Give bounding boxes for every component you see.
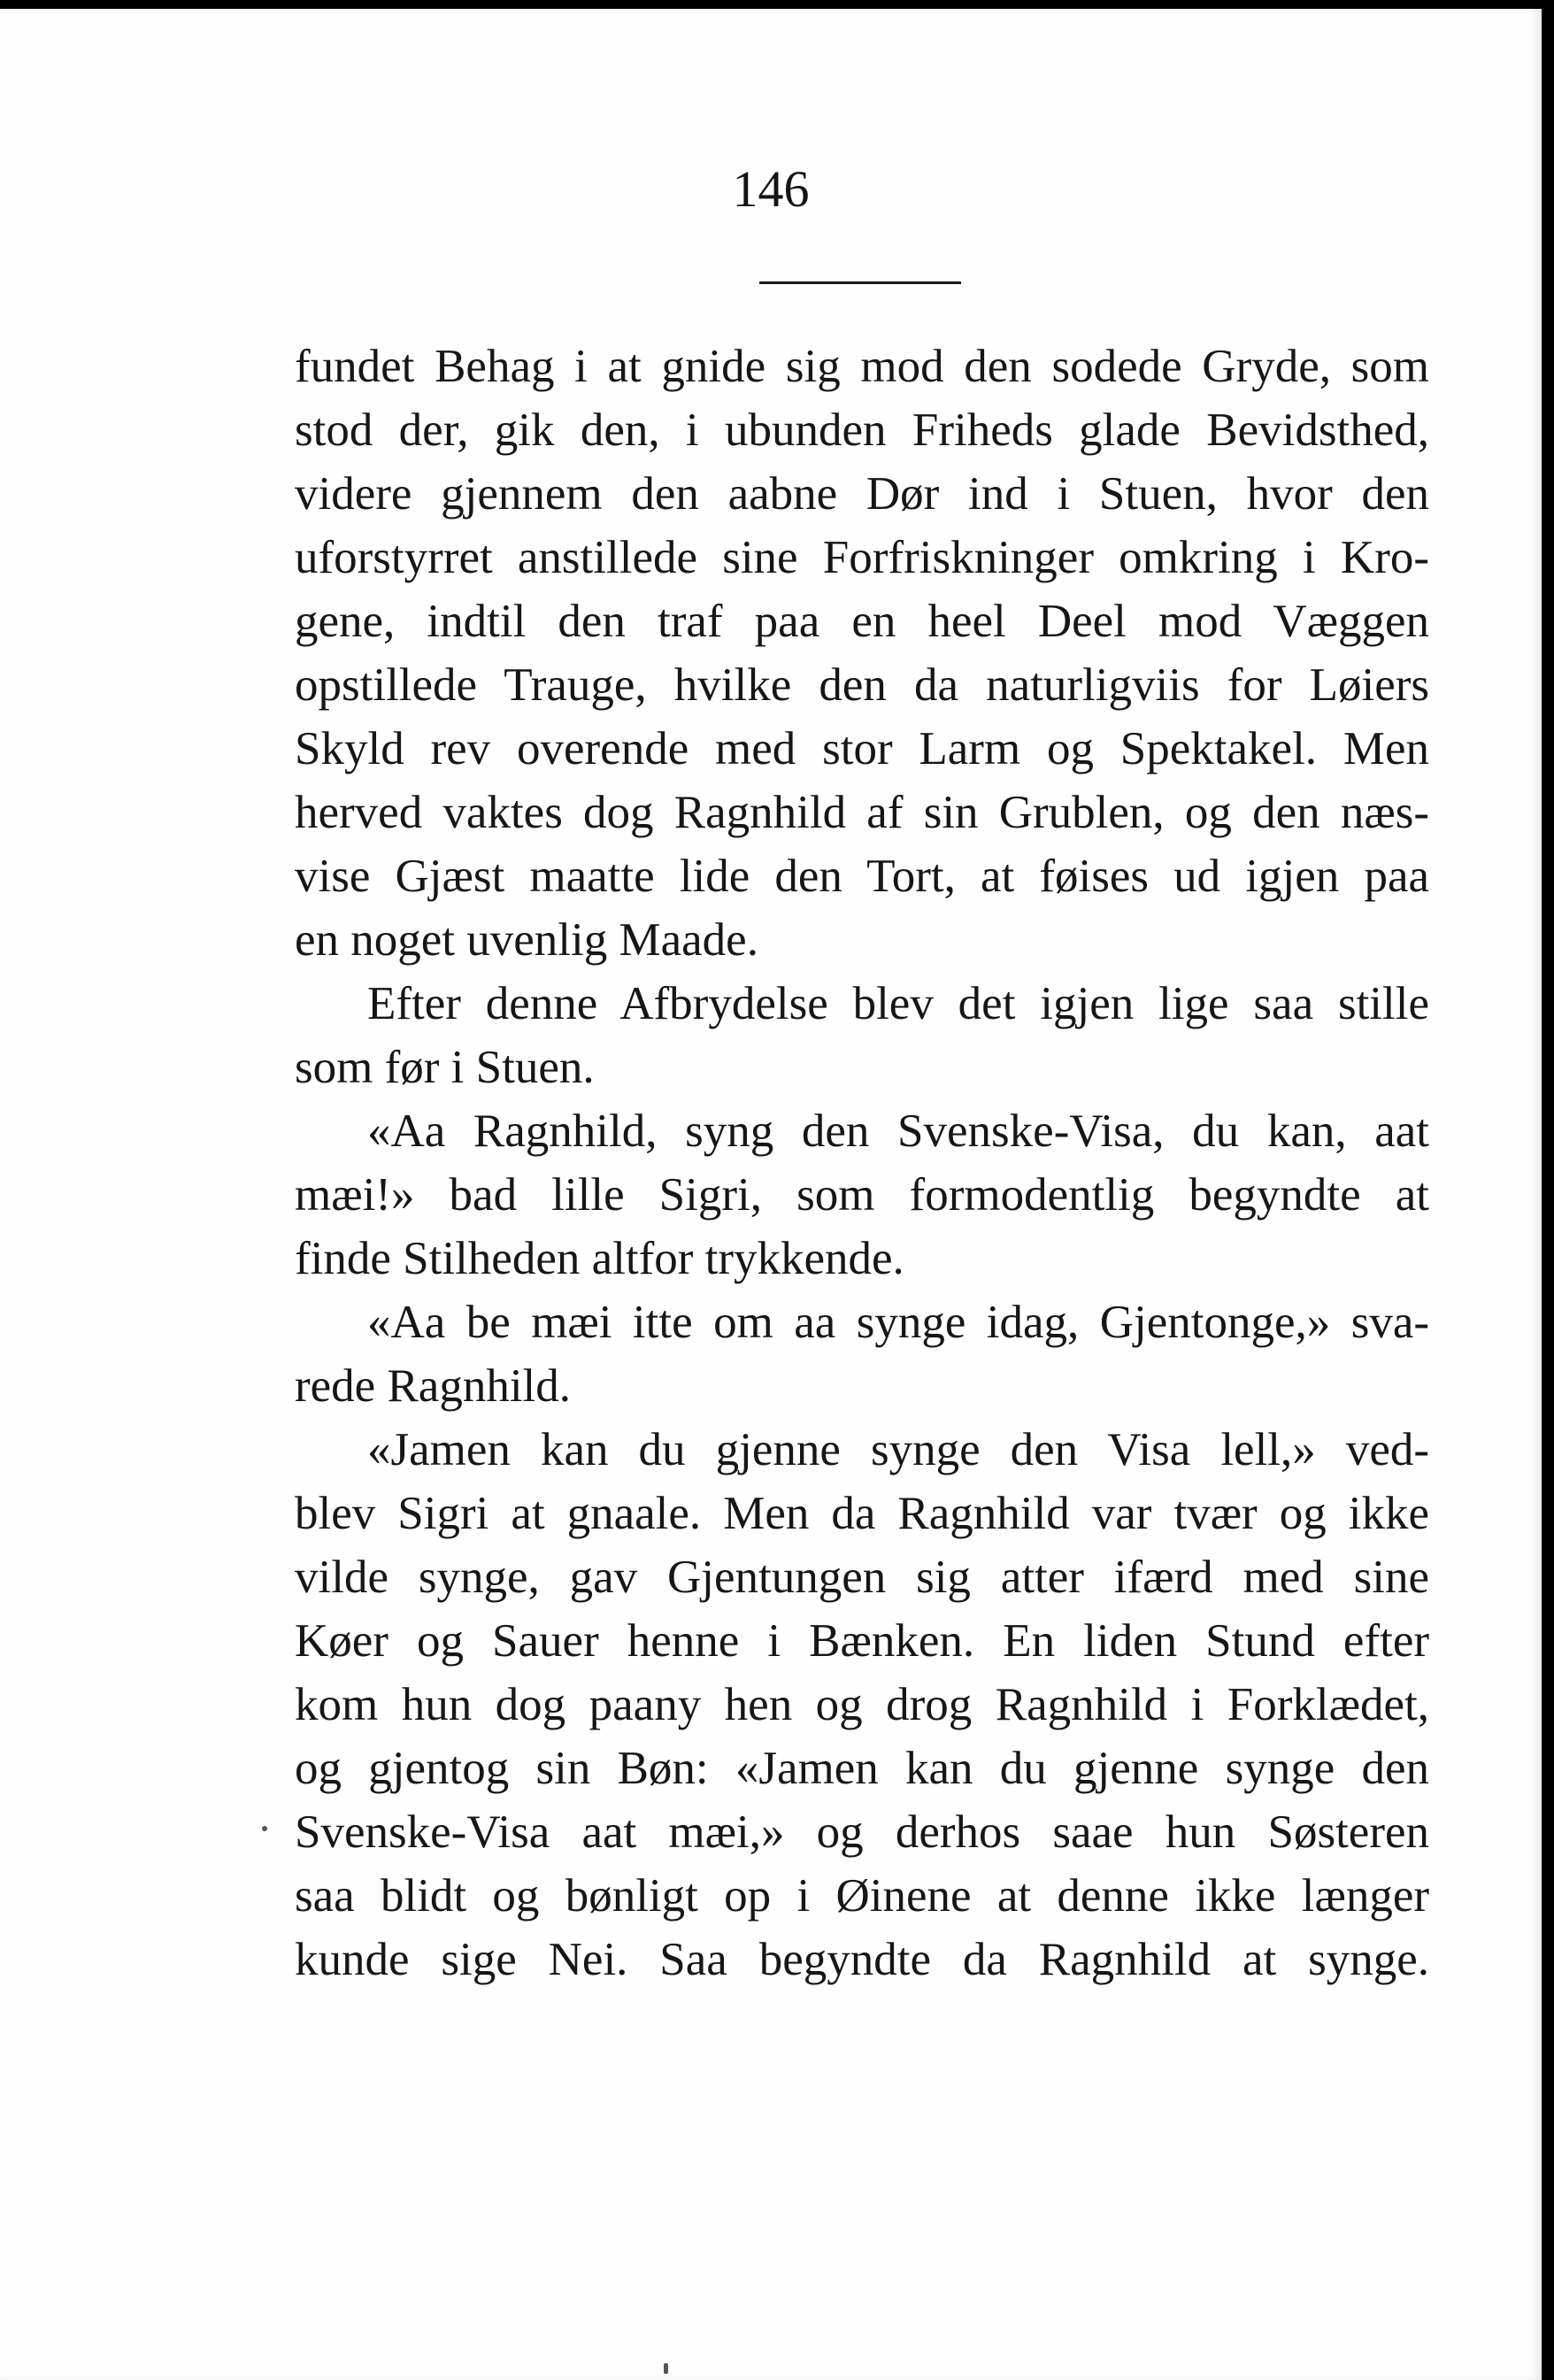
text-line: en noget uvenlig Maade.: [295, 914, 758, 966]
scan-speck: [262, 1826, 267, 1831]
scan-speck: [664, 2363, 668, 2374]
text-line: kunde sige Nei. Saa begyndte da Ragnhild at synge.: [295, 1934, 1429, 1985]
book-page: [0, 9, 1542, 2380]
text-line: vilde synge, gav Gjentungen sig atter ifærd med sine: [295, 1552, 1429, 1603]
page-number: 146: [732, 160, 810, 218]
header-rule: [759, 281, 961, 284]
text-line: fundet Behag i at gnide sig mod den sodede Gryde, som: [295, 341, 1429, 392]
text-line: stod der, gik den, i ubunden Friheds glade Bevidsthed,: [295, 404, 1429, 456]
text-line: kom hun dog paany hen og drog Ragnhild i Forklædet,: [295, 1679, 1429, 1730]
text-line: videre gjennem den aabne Dør ind i Stuen, hvor den: [295, 468, 1429, 520]
text-line: herved vaktes dog Ragnhild af sin Grublen, og den næs-: [295, 787, 1429, 838]
text-line: Køer og Sauer henne i Bænken. En liden Stund efter: [295, 1615, 1429, 1667]
text-line: opstillede Trauge, hvilke den da naturligviis for Løiers: [295, 659, 1429, 711]
text-line: som før i Stuen.: [295, 1042, 595, 1093]
text-line: saa blidt og bønligt op i Øinene at denne ikke længer: [295, 1870, 1429, 1922]
text-line: vise Gjæst maatte lide den Tort, at føises ud igjen paa: [295, 851, 1429, 902]
text-line: Skyld rev overende med stor Larm og Spektakel. Men: [295, 723, 1429, 774]
text-line: «Aa Ragnhild, syng den Svenske-Visa, du kan, aat: [367, 1105, 1429, 1157]
text-line: «Aa be mæi itte om aa synge idag, Gjentonge,» sva-: [367, 1297, 1429, 1348]
text-line: finde Stilheden altfor trykkende.: [295, 1233, 904, 1284]
text-line: Svenske-Visa aat mæi,» og derhos saae hun Søsteren: [295, 1806, 1429, 1858]
text-line: «Jamen kan du gjenne synge den Visa lell,» ved-: [367, 1424, 1429, 1475]
text-line: Efter denne Afbrydelse blev det igjen lige saa stille: [367, 978, 1429, 1029]
body-text: [295, 335, 1429, 1991]
text-line: gene, indtil den traf paa en heel Deel mod Væggen: [295, 596, 1429, 647]
text-line: blev Sigri at gnaale. Men da Ragnhild var tvær og ikke: [295, 1488, 1429, 1539]
text-line: uforstyrret anstillede sine Forfriskninger omkring i Kro-: [295, 532, 1429, 583]
text-line: og gjentog sin Bøn: «Jamen kan du gjenne synge den: [295, 1743, 1429, 1794]
text-line: mæi!» bad lille Sigri, som formodentlig begyndte at: [295, 1169, 1429, 1221]
text-line: rede Ragnhild.: [295, 1360, 572, 1412]
